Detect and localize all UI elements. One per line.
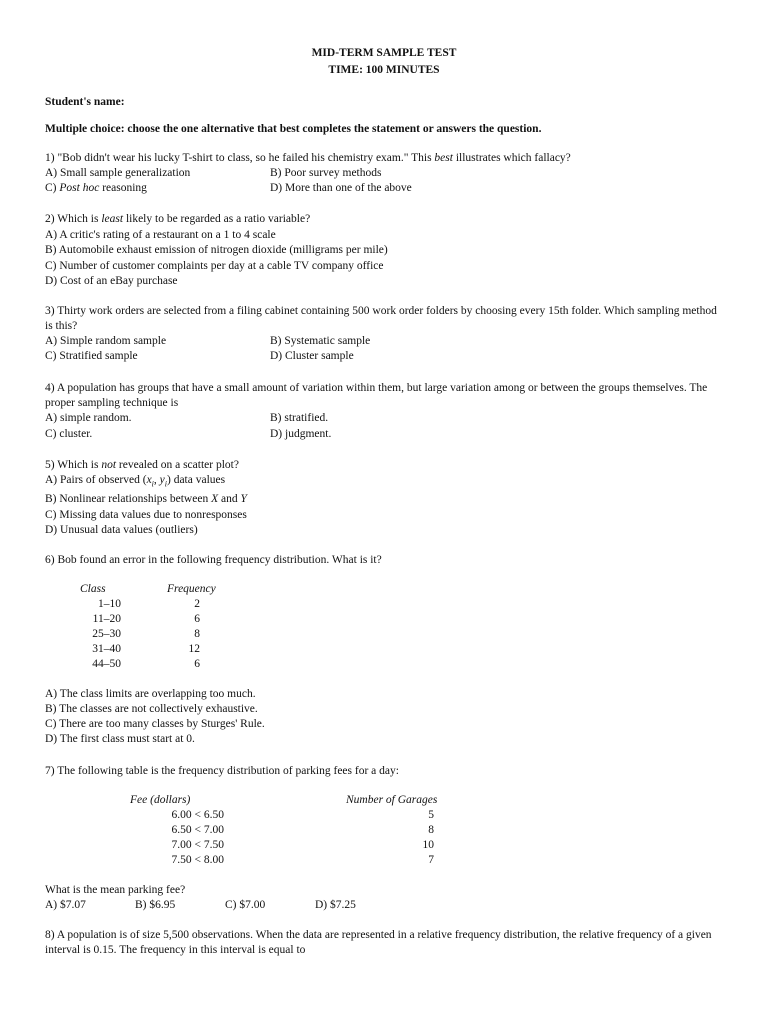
q4-option-d[interactable]: D) judgment. [270, 428, 332, 440]
q2-stem-part: 2) Which is [45, 213, 102, 225]
q7-stem: 7) The following table is the frequency distribution of parking fees for a day: [45, 765, 399, 777]
student-name-label: Student's name: [45, 96, 125, 108]
q6-option-a[interactable]: A) The class limits are overlapping too much. [45, 688, 256, 700]
q5-y-variable: y [159, 474, 165, 486]
q5-option-c[interactable]: C) Missing data values due to nonresponses [45, 509, 247, 521]
q5-option-a-part: A) Pairs of observed ( [45, 474, 147, 486]
table-header-frequency [167, 582, 216, 597]
table-cell-fee: 6.00 < 6.50 [171, 809, 224, 821]
q1-option-c[interactable] [45, 181, 147, 196]
exam-time: TIME: 100 MINUTES [328, 64, 440, 76]
q3-stem: 3) Thirty work orders are selected from a filing cabinet containing 500 work order folders by choosing every 15th folder. Which sampling method is this? [45, 305, 717, 332]
q7-question: What is the mean parking fee? [45, 884, 186, 896]
q5-subscript-i: i [151, 479, 154, 489]
q4-option-c[interactable]: C) cluster. [45, 428, 93, 440]
q4-option-b[interactable]: B) stratified. [270, 412, 329, 424]
q5-x-variable: x [146, 474, 152, 486]
q2-option-c[interactable]: C) Number of customer complaints per day at a cable TV company office [45, 260, 384, 272]
q1-option-c-part: reasoning [99, 182, 147, 194]
q3-option-c[interactable]: C) Stratified sample [45, 350, 138, 362]
table-header-fee-text: Fee (dollars) [130, 794, 191, 806]
table-cell-garages: 10 [422, 839, 434, 851]
q7-option-a[interactable]: A) $7.07 [45, 899, 86, 911]
q4-stem: 4) A population has groups that have a small amount of variation within them, but large variation among or between the groups themselves. The proper sampling technique is [45, 382, 708, 409]
q2-option-b[interactable]: B) Automobile exhaust emission of nitrogen dioxide (milligrams per mile) [45, 244, 388, 256]
q1-stem-part: illustrates which fallacy? [452, 152, 571, 164]
q7-option-b[interactable]: B) $6.95 [135, 899, 176, 911]
table-cell-garages: 5 [428, 809, 434, 821]
q5-option-a-part: ) data values [167, 474, 226, 486]
q1-option-c-emphasis: Post hoc [59, 182, 100, 194]
q3-option-a[interactable]: A) Simple random sample [45, 335, 167, 347]
q1-option-b[interactable]: B) Poor survey methods [270, 167, 382, 179]
q7-option-d[interactable]: D) $7.25 [315, 899, 356, 911]
exam-title: MID-TERM SAMPLE TEST [311, 47, 457, 59]
q5-option-b-part: and [218, 493, 241, 505]
table-header-garages-text: Number of Garages [346, 794, 438, 806]
q1-stem-part: 1) "Bob didn't wear his lucky T-shirt to class, so he failed his chemistry exam." This [45, 152, 435, 164]
table-cell-fee: 6.50 < 7.00 [171, 824, 224, 836]
table-header-class [80, 582, 106, 597]
q5-stem [45, 458, 239, 473]
table-cell-class: 31–40 [92, 643, 121, 655]
table-header-class-text: Class [80, 583, 106, 595]
q3-option-d[interactable]: D) Cluster sample [270, 350, 354, 362]
q5-option-b-part: B) Nonlinear relationships between [45, 493, 212, 505]
q2-stem [45, 212, 310, 227]
table-header-frequency-text: Frequency [167, 583, 216, 595]
table-cell-class: 1–10 [98, 598, 121, 610]
q5-option-a[interactable] [45, 473, 225, 491]
table-cell-class: 11–20 [92, 613, 121, 625]
q5-stem-part: 5) Which is [45, 459, 102, 471]
q6-stem: 6) Bob found an error in the following frequency distribution. What is it? [45, 554, 382, 566]
q5-subscript-i: i [164, 479, 167, 489]
table-cell-frequency: 2 [194, 598, 200, 610]
table-header-garages [346, 793, 437, 808]
q2-stem-part: likely to be regarded as a ratio variable? [123, 213, 311, 225]
table-cell-garages: 7 [428, 854, 434, 866]
q1-stem [45, 151, 571, 166]
instructions: Multiple choice: choose the one alternative that best completes the statement or answers the question. [45, 123, 542, 135]
q5-stem-part: revealed on a scatter plot? [116, 459, 239, 471]
table-cell-class: 25–30 [92, 628, 121, 640]
q5-stem-emphasis: not [101, 459, 117, 471]
q2-stem-emphasis: least [101, 213, 124, 225]
q1-option-a[interactable]: A) Small sample generalization [45, 167, 191, 179]
q8-stem: 8) A population is of size 5,500 observations. When the data are represented in a relative frequency distribution, the relative frequency of a given interval is 0.15. The frequency in this interval is equal to [45, 929, 712, 956]
q6-option-c[interactable]: C) There are too many classes by Sturges' Rule. [45, 718, 265, 730]
q5-x-variable: X [211, 493, 219, 505]
q2-option-a[interactable]: A) A critic's rating of a restaurant on a 1 to 4 scale [45, 229, 276, 241]
table-header-fee [130, 793, 190, 808]
q6-option-b[interactable]: B) The classes are not collectively exhaustive. [45, 703, 258, 715]
q7-option-c[interactable]: C) $7.00 [225, 899, 266, 911]
table-cell-class: 44–50 [92, 658, 121, 670]
table-cell-frequency: 12 [188, 643, 200, 655]
q5-option-a-part: , [153, 474, 160, 486]
table-cell-frequency: 6 [194, 658, 200, 670]
table-cell-frequency: 8 [194, 628, 200, 640]
q5-option-b[interactable] [45, 492, 247, 507]
q5-option-d[interactable]: D) Unusual data values (outliers) [45, 524, 198, 536]
table-cell-garages: 8 [428, 824, 434, 836]
q1-option-d[interactable]: D) More than one of the above [270, 182, 412, 194]
q1-option-c-part: C) [45, 182, 60, 194]
table-cell-fee: 7.50 < 8.00 [171, 854, 224, 866]
table-cell-fee: 7.00 < 7.50 [171, 839, 224, 851]
q4-option-a[interactable]: A) simple random. [45, 412, 132, 424]
q1-stem-emphasis: best [434, 152, 453, 164]
table-cell-frequency: 6 [194, 613, 200, 625]
q2-option-d[interactable]: D) Cost of an eBay purchase [45, 275, 178, 287]
q5-y-variable: Y [240, 493, 247, 505]
q3-option-b[interactable]: B) Systematic sample [270, 335, 371, 347]
q6-option-d[interactable]: D) The first class must start at 0. [45, 733, 195, 745]
